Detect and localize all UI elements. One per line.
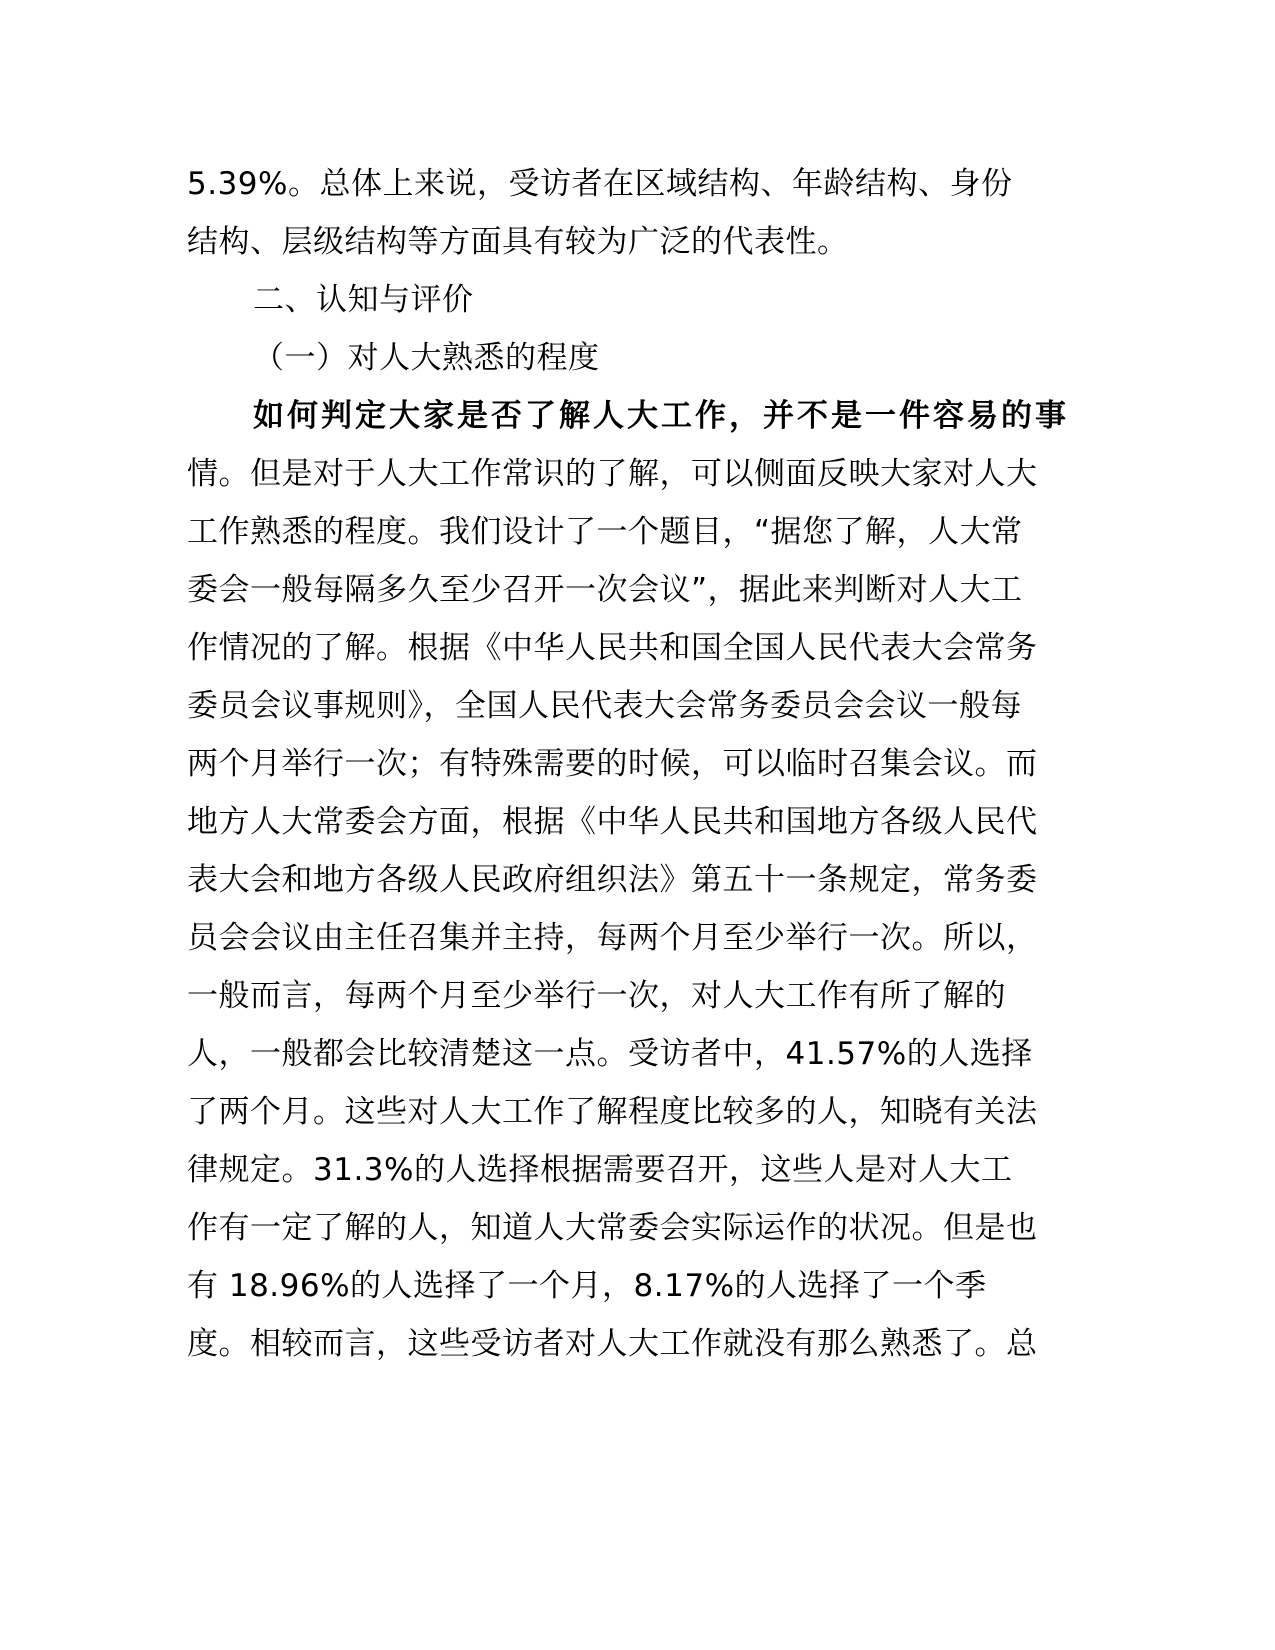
paragraph-line: 结构、层级结构等方面具有较为广泛的代表性。	[187, 224, 849, 260]
paragraph-line: 情。但是对于人大工作常识的了解，可以侧面反映大家对人大	[187, 456, 1038, 492]
paragraph-line: 表大会和地方各级人民政府组织法》第五十一条规定，常务委	[187, 862, 1038, 898]
subsection-heading: （一）对人大熟悉的程度	[253, 340, 600, 376]
paragraph-line: 两个月举行一次；有特殊需要的时候，可以临时召集会议。而	[187, 746, 1038, 782]
paragraph-line: 度。相较而言，这些受访者对人大工作就没有那么熟悉了。总	[187, 1326, 1038, 1362]
paragraph-line: 作情况的了解。根据《中华人民共和国全国人民代表大会常务	[187, 630, 1038, 666]
paragraph-line: 地方人大常委会方面，根据《中华人民共和国地方各级人民代	[187, 804, 1038, 840]
section-heading: 二、认知与评价	[253, 282, 474, 318]
paragraph-line: 人，一般都会比较清楚这一点。受访者中，41.57%的人选择	[187, 1036, 1033, 1072]
paragraph-first-line: 如何判定大家是否了解人大工作，并不是一件容易的事	[253, 398, 1069, 434]
paragraph-line: 一般而言，每两个月至少举行一次，对人大工作有所了解的	[187, 978, 1006, 1014]
body-text	[187, 155, 1087, 1373]
paragraph-line: 委会一般每隔多久至少召开一次会议”，据此来判断对人大工	[187, 572, 1023, 608]
paragraph-line: 作有一定了解的人，知道人大常委会实际运作的状况。但是也	[187, 1210, 1038, 1246]
paragraph-line: 律规定。31.3%的人选择根据需要召开，这些人是对人大工	[187, 1152, 1013, 1188]
paragraph-line: 了两个月。这些对人大工作了解程度比较多的人，知晓有关法	[187, 1094, 1038, 1130]
paragraph-line: 员会会议由主任召集并主持，每两个月至少举行一次。所以，	[187, 920, 1038, 956]
paragraph-line: 工作熟悉的程度。我们设计了一个题目，“据您了解，人大常	[187, 514, 1023, 550]
paragraph-line: 有 18.96%的人选择了一个月，8.17%的人选择了一个季	[187, 1268, 987, 1304]
paragraph-line: 委员会议事规则》，全国人民代表大会常务委员会会议一般每	[187, 688, 1022, 724]
paragraph-line: 5.39%。总体上来说，受访者在区域结构、年龄结构、身份	[187, 166, 1013, 202]
